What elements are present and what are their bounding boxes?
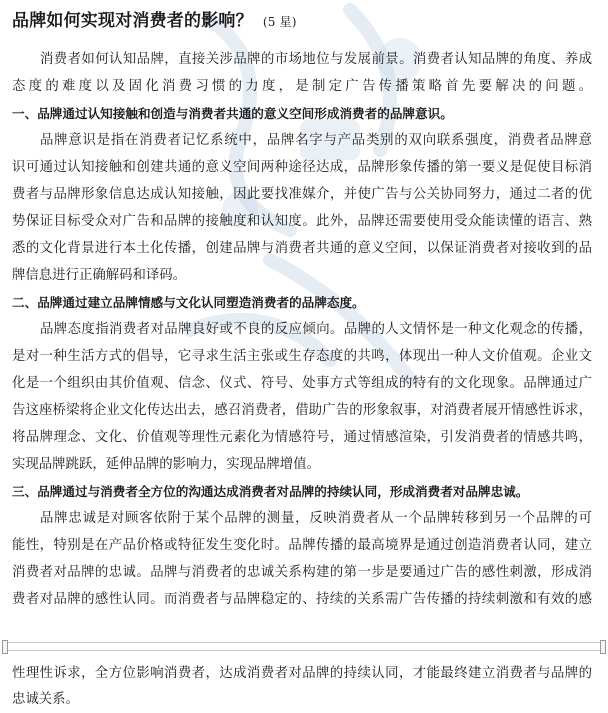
- paragraph-line: 是对一种生活方式的倡导，它寻求生活主张或生存态度的共鸣，体现出一种人文价值观。企业文: [12, 349, 592, 364]
- section-heading: 三、品牌通过与消费者全方位的沟通达成消费者对品牌的持续认同，形成消费者对品牌忠诚。: [12, 484, 529, 499]
- paragraph-line: 悉的文化背景进行本土化传播，创建品牌与消费者共通的意义空间，以保证消费者对接收到的品: [12, 241, 592, 256]
- title-text: 品牌如何实现对消费者的影响？: [12, 11, 253, 31]
- page-title: [12, 9, 297, 34]
- paragraph-line: 品牌态度指消费者对品牌良好或不良的反应倾向。品牌的人文情怀是一种文化观念的传播，: [40, 322, 592, 337]
- paragraph-line: 化是一个组织由其价值观、信念、仪式、符号、处事方式等组成的特有的文化现象。品牌通过广: [12, 376, 592, 391]
- paragraph-line: 识可通过认知接触和创建共通的意义空间两种途径达成，品牌形象传播的第一要义是促使目标消: [12, 160, 592, 175]
- next-page: [0, 662, 608, 713]
- paragraph-line: 消费者如何认知品牌，直接关涉品牌的市场地位与发展前景。消费者认知品牌的角度、养成: [40, 52, 592, 67]
- page-break: [0, 632, 608, 662]
- section-heading: 二、品牌通过建立品牌情感与文化认同塑造消费者的品牌态度。: [12, 295, 365, 310]
- page-break-rule-bottom: [6, 650, 602, 651]
- paragraph-line: 忠诚关系。: [12, 692, 79, 707]
- paragraph-line: 费者与品牌形象信息达成认知接触，因此要找准媒介，并使广告与公关协同努力，通过二者的优: [12, 187, 592, 202]
- paragraph-line: 牌信息进行正确解码和译码。: [12, 268, 187, 283]
- paragraph-line: 态度的难度以及固化消费习惯的力度，是制定广告传播策略首先要解决的问题。: [12, 79, 592, 94]
- section-heading: 一、品牌通过认知接触和创造与消费者共通的意义空间形成消费者的品牌意识。: [12, 106, 453, 121]
- paragraph-line: 费者对品牌的感性认同。而消费者与品牌稳定的、持续的关系需广告传播的持续刺激和有效的感: [12, 592, 592, 607]
- page-break-rule-top: [6, 642, 602, 643]
- paragraph-line: 实现品牌跳跃，延伸品牌的影响力，实现品牌增值。: [12, 457, 320, 472]
- paragraph-line: 性理性诉求，全方位影响消费者，达成消费者对品牌的持续认同，才能最终建立消费者与品牌的: [12, 666, 592, 681]
- page-break-right-marker-icon: [600, 640, 606, 654]
- paragraph-line: 消费者对品牌的忠诚。品牌与消费者的忠诚关系构建的第一步是要通过广告的感性刺激，形成消: [12, 565, 592, 580]
- paragraph-line: 势保证目标受众对广告和品牌的接触度和认知度。此外，品牌还需要使用受众能读懂的语言、熟: [12, 214, 592, 229]
- paragraph-line: 将品牌理念、文化、价值观等理性元素化为情感符号，通过情感渲染，引发消费者的情感共鸣，: [12, 430, 592, 445]
- rating-label: (5 星): [262, 15, 297, 29]
- paragraph-line: 能性，特别是在产品价格或特征发生变化时。品牌传播的最高境界是通过创造消费者认同，建立: [12, 538, 592, 553]
- paragraph-line: 品牌忠诚是对顾客依附于某个品牌的测量，反映消费者从一个品牌转移到另一个品牌的可: [40, 511, 592, 526]
- paragraph-line: 品牌意识是指在消费者记忆系统中，品牌名字与产品类别的双向联系强度，消费者品牌意: [40, 133, 592, 148]
- paragraph-line: 告这座桥梁将企业文化传达出去，感召消费者，借助广告的形象叙事，对消费者展开情感性诉求，: [12, 403, 592, 418]
- page-break-left-marker-icon: [2, 640, 8, 654]
